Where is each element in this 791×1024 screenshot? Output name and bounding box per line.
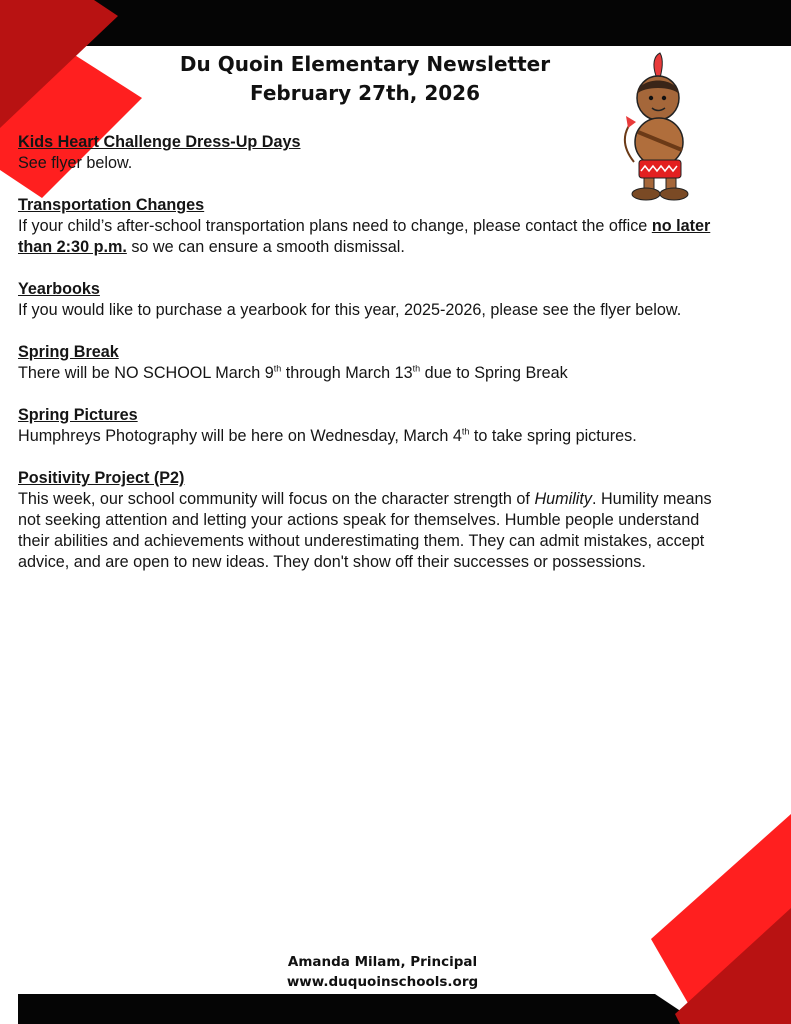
section-kids-heart-challenge (18, 132, 733, 174)
feather (654, 53, 662, 78)
section-body-end: to take spring pictures. (469, 427, 637, 445)
section-body-end: . Humility means not seeking attention and letting your actions speak for themselves. Humble people understand their abilities and achievements without underestimating them. They can admit mistakes, accept advice, and are open to new ideas. They don't show off their successes or possessions. (18, 490, 712, 571)
section-body: If you would like to purchase a yearbook for this year, 2025-2026, please see the flyer below. (18, 301, 682, 319)
section-title: Kids Heart Challenge Dress-Up Days (18, 133, 301, 151)
section-body: There will be NO SCHOOL March 9 (18, 364, 274, 382)
ordinal-suffix: th (461, 426, 470, 437)
section-transportation-changes (18, 195, 733, 258)
section-positivity-project (18, 468, 733, 573)
ordinal-suffix: th (273, 363, 282, 374)
section-yearbooks (18, 279, 733, 321)
section-title: Transportation Changes (18, 196, 205, 214)
principal-name: Amanda Milam, Principal (287, 954, 478, 970)
character-strength: Humility (534, 490, 592, 508)
eye-right (662, 96, 666, 100)
section-body-mid: through March 13 (281, 364, 413, 382)
newsletter-content (18, 132, 733, 594)
newsletter-title: Du Quoin Elementary Newsletter (179, 52, 551, 76)
bottom-black-band (18, 994, 700, 1024)
section-title: Yearbooks (18, 280, 100, 298)
section-title: Positivity Project (P2) (18, 469, 185, 487)
section-title: Spring Pictures (18, 406, 138, 424)
newsletter-header (150, 50, 580, 108)
section-body: See flyer below. (18, 154, 133, 172)
newsletter-date: February 27th, 2026 (249, 81, 481, 105)
section-body-end: due to Spring Break (420, 364, 568, 382)
eye-left (649, 96, 653, 100)
section-title: Spring Break (18, 343, 119, 361)
school-website: www.duquoinschools.org (286, 974, 479, 990)
section-body: Humphreys Photography will be here on Wednesday, March 4 (18, 427, 462, 445)
section-spring-break (18, 342, 733, 384)
section-body: This week, our school community will focus on the character strength of (18, 490, 535, 508)
deadline-emphasis-2: than 2:30 p.m. (18, 238, 127, 256)
top-black-band (0, 0, 791, 46)
section-body: If your child’s after-school transportation plans need to change, please contact the office (18, 217, 652, 235)
section-spring-pictures (18, 405, 733, 447)
newsletter-footer (230, 952, 535, 992)
section-body-end: so we can ensure a smooth dismissal. (126, 238, 405, 256)
deadline-emphasis-1: no later (651, 217, 711, 235)
ordinal-suffix: th (412, 363, 421, 374)
